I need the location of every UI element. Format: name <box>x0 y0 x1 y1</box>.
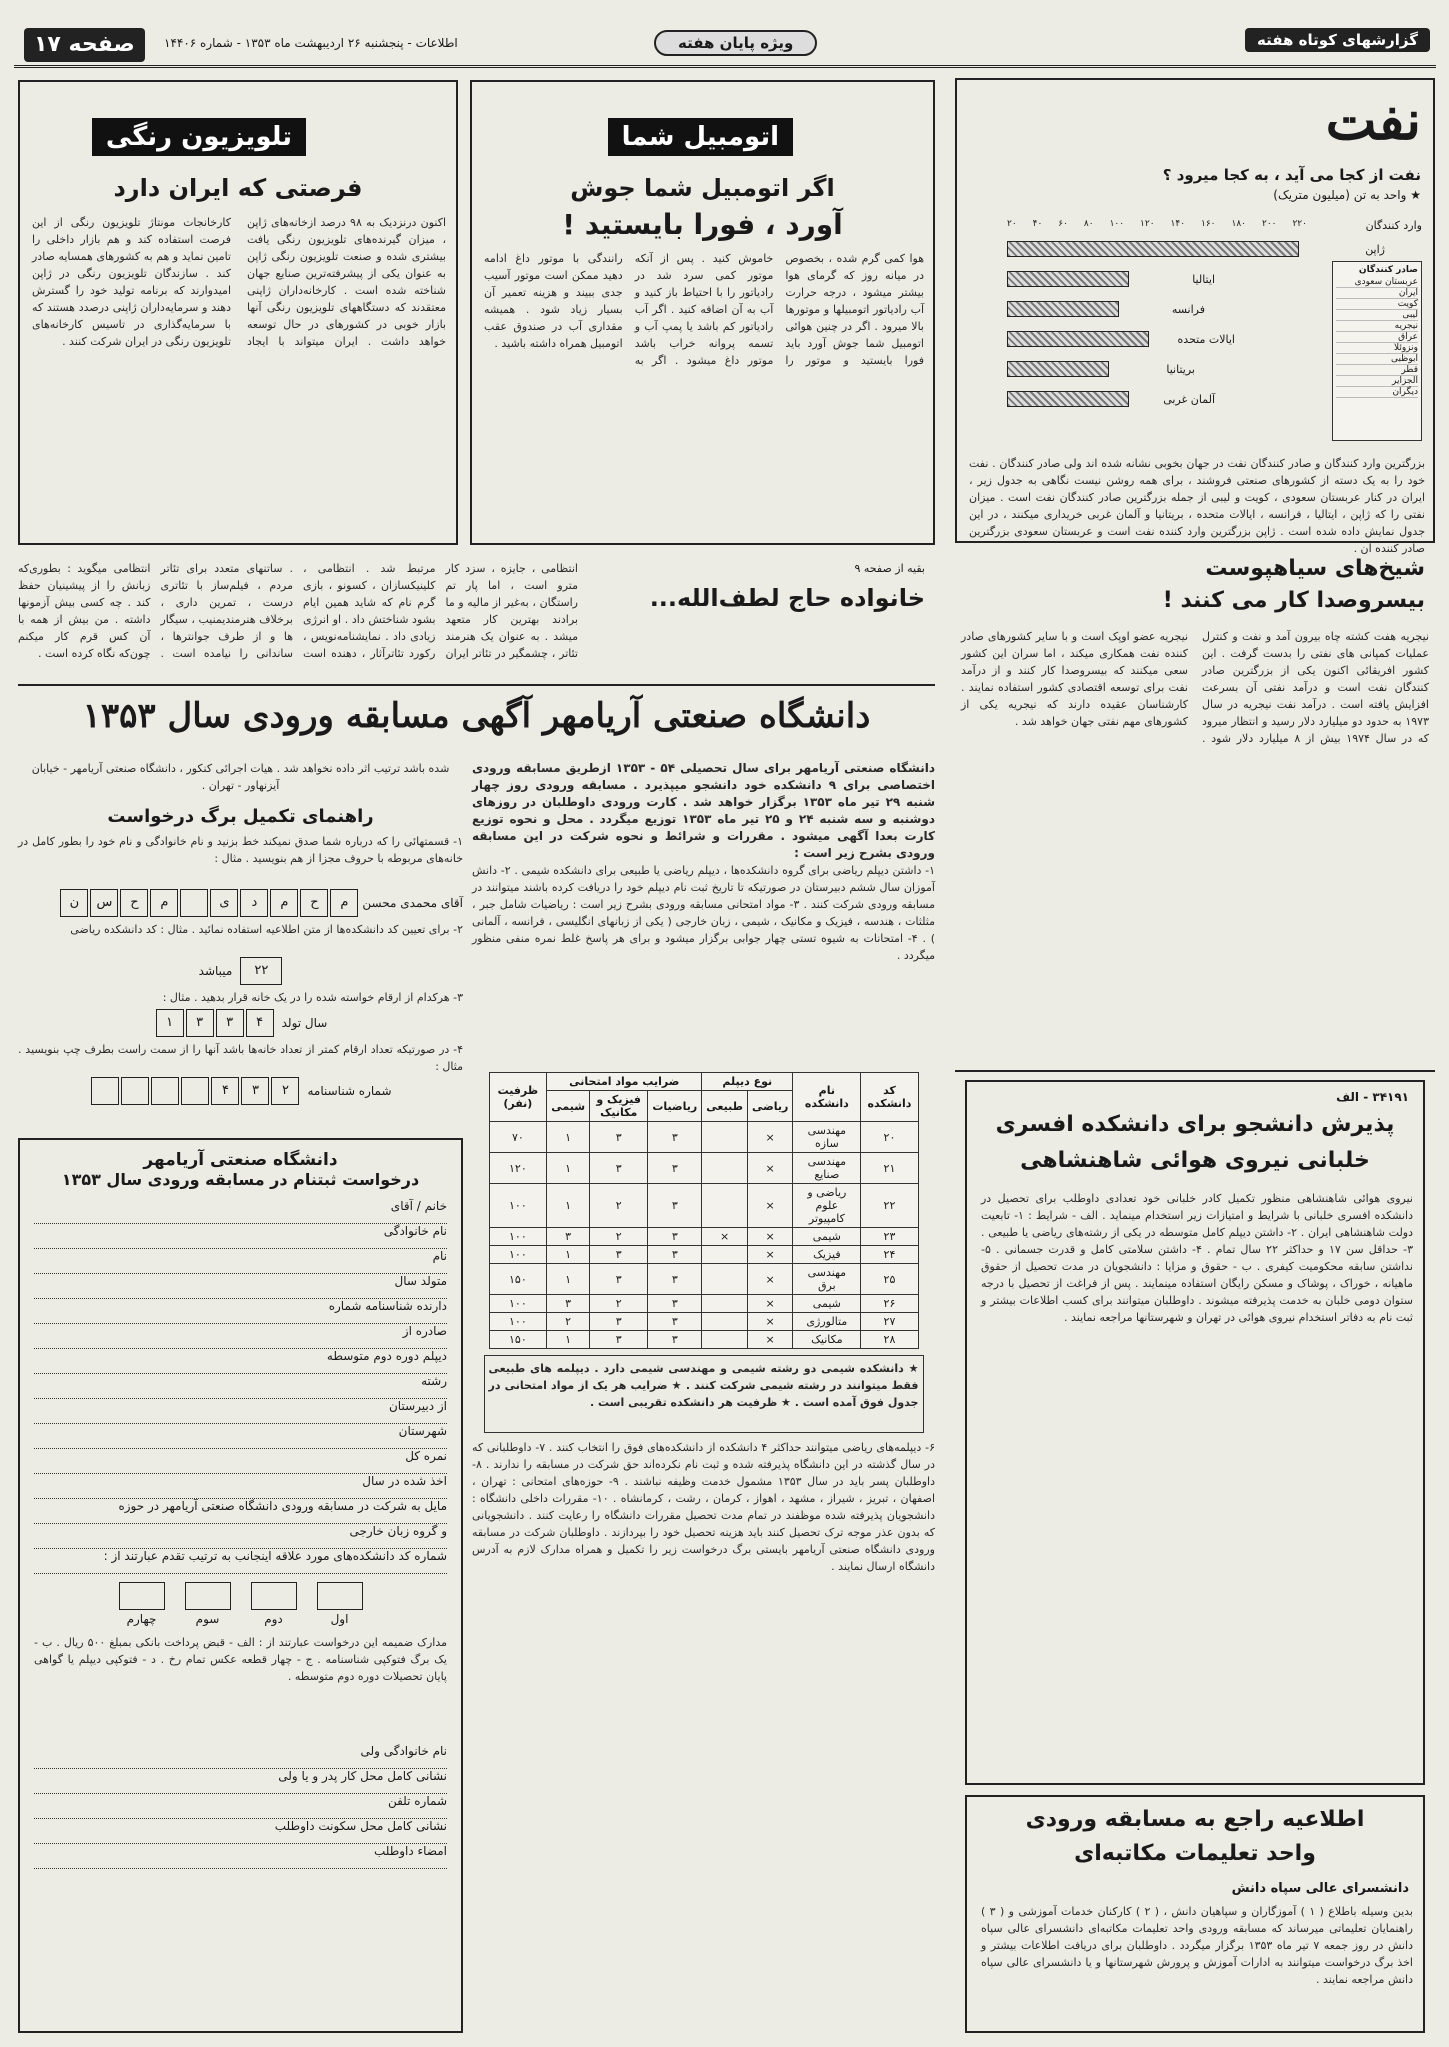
form-field[interactable]: دارنده شناسنامه شماره <box>34 1299 447 1324</box>
exporter-item: دیگران <box>1336 387 1418 398</box>
table-cell-chem: ۱ <box>547 1153 590 1184</box>
table-cell-name: مهندسی برق <box>793 1264 861 1295</box>
id-label: شماره شناسنامه <box>307 1084 392 1098</box>
table-cell-tabiei <box>702 1184 748 1228</box>
car-headline-2: آورد ، فورا بایستید ! <box>562 208 843 241</box>
table-cell-chem: ۱ <box>547 1331 590 1349</box>
table-cell-code: ۲۴ <box>861 1246 918 1264</box>
table-cell-math: ۳ <box>648 1264 702 1295</box>
car-title: اتومبیل شما <box>608 118 793 156</box>
color-tv-headline: فرصتی که ایران دارد <box>113 174 363 202</box>
table-cell-riazi: × <box>747 1331 792 1349</box>
table-cell-cap: ۱۰۰ <box>489 1228 547 1246</box>
table-cell-tabiei <box>702 1313 748 1331</box>
contact-field[interactable]: نام خانوادگی ولی <box>34 1744 447 1769</box>
table-cell-code: ۲۲ <box>861 1184 918 1228</box>
table-row <box>489 1264 918 1295</box>
form-field[interactable]: دیپلم دوره دوم متوسطه <box>34 1349 447 1374</box>
table-cell-riazi: × <box>747 1228 792 1246</box>
table-cell-phys: ۳ <box>590 1122 648 1153</box>
table-cell-math: ۳ <box>648 1313 702 1331</box>
contact-field[interactable]: نشانی کامل محل کار پدر و یا ولی <box>34 1769 447 1794</box>
table-cell-math: ۳ <box>648 1122 702 1153</box>
digit-box: ی <box>210 889 238 917</box>
axis-tick: ۲۰ <box>1007 219 1017 229</box>
contact-field[interactable]: امضاء داوطلب <box>34 1844 447 1869</box>
table-cell-code: ۲۷ <box>861 1313 918 1331</box>
preference-box[interactable] <box>251 1582 297 1610</box>
contact-field[interactable]: شماره تلفن <box>34 1794 447 1819</box>
digit-box: م <box>270 889 298 917</box>
color-tv-badge <box>92 118 306 156</box>
th-diploma: نوع دیپلم <box>702 1073 793 1091</box>
sepah-headline-1: اطلاعیه راجع به مسابقه ورودی <box>1025 1807 1365 1832</box>
chart-bar <box>1007 331 1149 347</box>
th-phys: فیزیک و مکانیک <box>590 1091 648 1122</box>
contact-fields <box>34 1744 447 1869</box>
table-row <box>489 1246 918 1264</box>
table-cell-riazi: × <box>747 1122 792 1153</box>
air-force-article <box>965 1080 1425 1785</box>
chart-bar <box>1007 271 1129 287</box>
oil-chart <box>1007 215 1422 445</box>
table-row <box>489 1313 918 1331</box>
table-cell-tabiei: × <box>702 1228 748 1246</box>
name-boxes <box>58 889 358 917</box>
digit-box: م <box>330 889 358 917</box>
th-capacity: ظرفیت (نفر) <box>489 1073 547 1122</box>
exporter-item: عربستان سعودی <box>1336 277 1418 288</box>
th-name: نام دانشکده <box>793 1073 861 1122</box>
table-cell-riazi: × <box>747 1295 792 1313</box>
preference-slot[interactable] <box>185 1582 231 1626</box>
country-label: بریتانیا <box>1166 362 1195 376</box>
table-body <box>489 1122 918 1349</box>
chart-axis <box>1007 219 1307 233</box>
th-tabiei: طبیعی <box>702 1091 748 1122</box>
table-cell-tabiei <box>702 1153 748 1184</box>
form-field[interactable]: شماره کد دانشکده‌های مورد علاقه اینجانب به ترتیب تقدم عبارتند از : <box>34 1549 447 1574</box>
oil-subtitle: نفت از کجا می آید ، به کجا میرود ؟ <box>1162 166 1421 184</box>
table-cell-tabiei <box>702 1295 748 1313</box>
table-cell-phys: ۲ <box>590 1228 648 1246</box>
air-force-headline-2: خلبانی نیروی هوائی شاهنشاهی <box>1020 1148 1370 1173</box>
form-field[interactable]: نام خانوادگی <box>34 1224 447 1249</box>
digit-box: ن <box>60 889 88 917</box>
exporter-item: لیبی <box>1336 310 1418 321</box>
table-cell-phys: ۳ <box>590 1246 648 1264</box>
form-guide-title: راهنمای تکمیل برگ درخواست <box>107 806 374 827</box>
country-label: ایالات متحده <box>1177 332 1235 346</box>
guide-step-1: ۱- قسمتهائی را که درباره شما صدق نمیکند خط بزنید و نام خانوادگی و نام خود را بطور کامل در خانه‌های مربوطه با حروف مجزا از هم بنویسید . مثال : <box>18 835 463 865</box>
table-cell-name: مهندسی صنایع <box>793 1153 861 1184</box>
table-cell-name: ریاضی و علوم کامپیوتر <box>793 1184 861 1228</box>
table-cell-cap: ۱۰۰ <box>489 1295 547 1313</box>
air-force-number: ۳۴۱۹۱ - الف <box>1336 1090 1409 1104</box>
table-row <box>489 1295 918 1313</box>
preference-box[interactable] <box>119 1582 165 1610</box>
page-header <box>14 28 1436 68</box>
form-field[interactable]: نام <box>34 1249 447 1274</box>
form-field[interactable]: و گروه زبان خارجی <box>34 1524 447 1549</box>
table-cell-code: ۲۱ <box>861 1153 918 1184</box>
table-cell-riazi: × <box>747 1313 792 1331</box>
axis-tick: ۱۸۰ <box>1231 219 1247 229</box>
table-cell-phys: ۲ <box>590 1295 648 1313</box>
car-article <box>470 80 935 545</box>
table-cell-name: مهندسی سازه <box>793 1122 861 1153</box>
table-cell-code: ۲۵ <box>861 1264 918 1295</box>
form-field[interactable]: صادره از <box>34 1324 447 1349</box>
table-cell-cap: ۱۵۰ <box>489 1264 547 1295</box>
guide-example-name: آقای محمدی محسن <box>362 896 463 910</box>
exporters-label: صادر کنندگان <box>1358 265 1418 275</box>
page-number: صفحه ۱۷ <box>24 28 145 62</box>
table-cell-name: فیزیک <box>793 1246 861 1264</box>
exporter-item: قطر <box>1336 365 1418 376</box>
aryamehr-conditions: ۱- داشتن دیپلم ریاضی برای گروه دانشکده‌ها ، دیپلم ریاضی یا طبیعی برای دانشکده شیمی . ۲- دانش آموزان سال ششم دبیرستان در صورتیکه تا تاریخ ثبت نام دیپلم خود را دریافت کرده باشند میتوانند در مسابقه ورودی شرکت کنند . ۳- مواد امتحانی مسابقه ورودی بشرح زیر است : ریاضیات شامل جبر ، مثلثات ، هندسه ، فیزیک و مکانیک ، شیمی ، زبان خارجی ( یکی از زبانهای انگلیسی ، فرانسه ، آلمانی ) . ۴- امتحانات به شیوه تستی چهار جوابی برگزار میشود و برای هر پاسخ غلط نمره منفی منظور میگردد . <box>472 864 935 962</box>
chart-bar <box>1007 241 1299 257</box>
table-cell-tabiei <box>702 1122 748 1153</box>
table-cell-riazi: × <box>747 1246 792 1264</box>
dateline: اطلاعات - پنجشنبه ۲۶ اردیبهشت ماه ۱۳۵۳ - شماره ۱۴۴۰۶ <box>164 36 458 50</box>
form-field[interactable]: اخذ شده در سال <box>34 1474 447 1499</box>
sepah-subhead: دانشسرای عالی سپاه دانش <box>1231 1881 1409 1896</box>
guide-step-2-value: ۲۲ <box>240 957 282 985</box>
table-row <box>489 1331 918 1349</box>
app-form-title-2: درخواست ثبتنام در مسابقه ورودی سال ۱۳۵۳ <box>61 1170 420 1189</box>
table-cell-tabiei <box>702 1264 748 1295</box>
digit-box: س <box>90 889 118 917</box>
birth-label: سال تولد <box>281 1016 328 1030</box>
table-cell-cap: ۱۰۰ <box>489 1246 547 1264</box>
table-cell-chem: ۱ <box>547 1122 590 1153</box>
table-cell-tabiei <box>702 1331 748 1349</box>
country-label: فرانسه <box>1171 302 1205 316</box>
preference-label: دوم <box>264 1612 283 1626</box>
preference-slot[interactable] <box>317 1582 363 1626</box>
oil-title: نفت <box>1325 88 1421 152</box>
table-cell-code: ۲۳ <box>861 1228 918 1246</box>
id-boxes <box>89 1077 299 1105</box>
importers-label: وارد کنندگان <box>1365 219 1422 232</box>
form-field[interactable]: شهرستان <box>34 1424 447 1449</box>
color-tv-title: تلویزیون رنگی <box>92 118 306 156</box>
preference-label: چهارم <box>126 1612 157 1626</box>
table-cell-math: ۳ <box>648 1184 702 1228</box>
guide-birth-example <box>18 1009 463 1037</box>
oil-article <box>955 78 1435 555</box>
table-cell-math: ۳ <box>648 1246 702 1264</box>
car-body: هوا کمی گرم شده ، بخصوص در میانه روز که گرمای هوا بیشتر میشود ، درجه حرارت آب رادیاتور اتومبیلها و موتورها بالا میرود . اگر در چنین هوائی اتومبیل شما جوش آورد باید فورا بایستید و موتور را خاموش کنید . پس از آنکه موتور کمی سرد شد در رادیاتور را با احتیاط باز کنید و آب به آن اضافه کنید . اگر آب رادیاتور کم باشد یا پمپ آب و تسمه پروانه خراب باشد موتور داغ میشود . اگر به رانندگی با موتور داغ ادامه دهید ممکن است موتور آسیب جدی ببیند و هزینه تعمیر آن بسیار زیاد شود . همیشه مقداری آب در صندوق عقب اتومبیل همراه داشته باشید . <box>484 252 924 367</box>
chart-row <box>1007 241 1422 257</box>
guide-step-4: ۴- در صورتیکه تعداد ارقام کمتر از تعداد خانه‌ها باشد آنها را از سمت راست بطرف چپ بنویسید . مثال : <box>18 1043 463 1073</box>
form-field[interactable]: رشته <box>34 1374 447 1399</box>
sepah-body: بدین وسیله باطلاع ( ۱ ) آموزگاران و سپاهیان دانش ، ( ۲ ) کارکنان خدمات آموزشی و ( ۳ ) راهنمایان تعلیماتی میرساند که مسابقه ورودی واحد تعلیمات مکاتبه‌ای دانشسرای عالی سپاه دانش در روز جمعه ۷ تیر ماه ۱۳۵۳ برگزار میگردد . داوطلبان برای دریافت اطلاعات بیشتر و اخذ برگ درخواست میتوانند به ادارات آموزش و پرورش شهرستانها و یا دانشسرای عالی سپاه دانش مراجعه نمایند . <box>981 1905 1413 1986</box>
exporter-item: الجزایر <box>1336 376 1418 387</box>
preference-slot[interactable] <box>119 1582 165 1626</box>
aryamehr-main <box>472 760 935 2030</box>
digit-box: ح <box>300 889 328 917</box>
chart-bar <box>1007 361 1109 377</box>
address-note: شده باشد ترتیب اثر داده نخواهد شد . هیات اجرائی کنکور ، دانشگاه صنعتی آریامهر - خیابان آیزنهاور - تهران . <box>31 762 450 792</box>
digit-box <box>180 889 208 917</box>
chart-bar <box>1007 391 1129 407</box>
digit-box: ۲ <box>271 1077 299 1105</box>
car-badge <box>608 118 793 156</box>
form-field[interactable]: متولد سال <box>34 1274 447 1299</box>
table-cell-name: شیمی <box>793 1295 861 1313</box>
birth-boxes <box>154 1009 274 1037</box>
th-chem: شیمی <box>547 1091 590 1122</box>
color-tv-body: اکنون درنزدیک به ۹۸ درصد ازخانه‌های ژاپن ، میزان گیرنده‌های تلویزیون رنگی یافت بیشتری شده و صنعت تلویزیون رنگی ژاپن به عنوان یکی از پیشرفته‌ترین صنایع جهان شناخته شده است . کارخانه‌داران ژاپنی معتقدند که دستگاههای تلویزیون رنگی آنها بازار خوبی در کشورهای در حال توسعه خواهد داشت . ایران میتواند با ایجاد کارخانجات مونتاژ تلویزیون رنگی از این فرصت استفاده کند و هم بازار داخلی را تامین نماید و هم به کشورهای همسایه صادر کند . سازندگان تلویزیون رنگی در ژاپن امیدوارند که برنامه تولید خود را گسترش دهند و سرمایه‌داران ژاپنی درصدد هستند که با سرمایه‌گذاری در تاسیس کارخانه‌های تلویزیون رنگی در ایران شرکت کنند . <box>32 216 446 348</box>
application-form <box>18 1138 463 2033</box>
haj-family-article <box>18 556 935 686</box>
aryamehr-more: ۶- دیپلمه‌های ریاضی میتوانند حداکثر ۴ دانشکده از دانشکده‌های فوق را انتخاب کنند . ۷- داوطلبانی که در سال گذشته در این دانشگاه پذیرفته شده و ثبت نام نکرده‌اند حق شرکت در مسابقه را ندارند . ۸- داوطلبان پسر باید در سال ۱۳۵۳ مشمول خدمت وظیفه نباشند . ۹- حوزه‌های امتحانی : تهران ، اصفهان ، تبریز ، شیراز ، مشهد ، اهواز ، کرمان ، رشت ، کرمانشاه . ۱۰- مقررات داخلی دانشگاه : دانشجویان پذیرفته شده موظفند در تمام مدت تحصیل مقررات دانشگاه را رعایت کنند . دانشجویانی که بدون عذر موجه ترک تحصیل کنند باید هزینه تحصیل خود را بپردازند . داوطلبان شرکت در مسابقه ورودی دانشگاه صنعتی آریامهر بایستی برگ درخواست زیر را تکمیل و همراه مدارک لازم به آدرس دانشگاه ارسال نمایند . <box>472 1441 935 1573</box>
country-label: آلمان غربی <box>1163 392 1215 406</box>
table-cell-name: متالورژی <box>793 1313 861 1331</box>
table-row <box>489 1184 918 1228</box>
exporter-item: عراق <box>1336 332 1418 343</box>
digit-box <box>91 1077 119 1105</box>
table-cell-chem: ۳ <box>547 1295 590 1313</box>
axis-tick: ۸۰ <box>1083 219 1094 229</box>
exporter-item: ابوظبی <box>1336 354 1418 365</box>
form-field[interactable]: مایل به شرکت در مسابقه ورودی دانشگاه صنعتی آریامهر در حوزه <box>34 1499 447 1524</box>
guide-step-2-suffix: میباشد <box>198 964 233 978</box>
exporter-item: ونزوئلا <box>1336 343 1418 354</box>
axis-tick: ۱۴۰ <box>1170 219 1186 229</box>
table-cell-code: ۲۸ <box>861 1331 918 1349</box>
axis-tick: ۶۰ <box>1058 219 1068 229</box>
table-cell-riazi: × <box>747 1153 792 1184</box>
table-cell-cap: ۷۰ <box>489 1122 547 1153</box>
form-field[interactable]: خانم / آقای <box>34 1199 447 1224</box>
table-row <box>489 1122 918 1153</box>
preference-slot[interactable] <box>251 1582 297 1626</box>
preference-label: اول <box>330 1612 349 1626</box>
country-label: ژاپن <box>1365 242 1385 256</box>
table-cell-cap: ۱۲۰ <box>489 1153 547 1184</box>
guide-step-2: ۲- برای تعیین کد دانشکده‌ها از متن اطلاعیه استفاده نمائید . مثال : کد دانشکده ریاضی <box>70 923 463 936</box>
haj-headline: خانواده حاج لطف‌الله... <box>649 584 925 612</box>
digit-box: ۳ <box>216 1009 244 1037</box>
guide-example-name-row <box>18 889 463 917</box>
digit-box: ۳ <box>186 1009 214 1037</box>
app-form-title-1: دانشگاه صنعتی آریامهر <box>143 1150 338 1170</box>
air-force-headline-1: پذیرش دانشجو برای دانشکده افسری <box>995 1112 1395 1137</box>
table-cell-phys: ۳ <box>590 1331 648 1349</box>
table-cell-math: ۳ <box>648 1153 702 1184</box>
th-math: ریاضیات <box>648 1091 702 1122</box>
sheikhs-body: نیجریه هفت کشته چاه بیرون آمد و نفت و کنترل عملیات کمپانی های نفتی را بدست گرفت . این کشور افریقائی اکنون یکی از بزرگترین صادر کنندگان نفت است و درآمد نفتی آن بسرعت افزایش یافته است . درآمد نفت نیجریه در سال ۱۹۷۳ به حدود دو میلیارد دلار رسید و انتظار میرود که در سال ۱۹۷۴ بیش از ۸ میلیارد دلار شود . نیجریه عضو اوپک است و با سایر کشورهای صادر کننده نفت همکاری میکند ، اما سران این کشور سعی میکنند که بیسروصدا کار کنند و از درآمد نفت برای توسعه اقتصادی کشور استفاده نمایند . کارشناسان عقیده دارند که نیجریه یکی از کشورهای مهم نفتی جهان خواهد شد . <box>961 630 1429 745</box>
air-force-body: نیروی هوائی شاهنشاهی منظور تکمیل کادر خلبانی خود تعدادی داوطلب برای تحصیل در دانشکده افسری خلبانی با شرایط و امتیازات زیر استخدام مینماید . الف - شرایط : ۱- تابعیت دولت شاهنشاهی ایران . ۲- داشتن دیپلم کامل متوسطه در یکی از رشته‌های ریاضی یا طبیعی . ۳- حداقل سن ۱۷ و حداکثر ۲۲ سال تمام . ۴- داشتن سلامتی کامل و قدرت جسمانی . ۵- نداشتن سابقه محکومیت کیفری . ب - حقوق و مزایا : دانشجویان در مدت تحصیل از حقوق ماهیانه ، خوراک ، پوشاک و مسکن رایگان استفاده مینمایند . پس از فراغت از تحصیل با درجه ستوان دومی خلبان به خدمت پذیرفته میشوند . داوطلبان میتوانند برای کسب اطلاعات بیشتر و ثبت نام به دفاتر استخدام نیروی هوائی در تهران و شهرستانها مراجعه نمایند . <box>981 1192 1414 1324</box>
car-headline-1: اگر اتومبیل شما جوش <box>570 174 835 202</box>
form-guide <box>18 760 463 1130</box>
table-row <box>489 1228 918 1246</box>
table-cell-math: ۳ <box>648 1228 702 1246</box>
table-row <box>489 1153 918 1184</box>
guide-id-example <box>18 1077 463 1105</box>
table-cell-chem: ۳ <box>547 1228 590 1246</box>
axis-tick: ۱۲۰ <box>1140 219 1155 229</box>
exporter-item: ایران <box>1336 288 1418 299</box>
table-cell-cap: ۱۵۰ <box>489 1331 547 1349</box>
exporters-list <box>1336 277 1418 398</box>
guide-step-3: ۳- هرکدام از ارقام خواسته شده را در یک خانه قرار بدهید . مثال : <box>162 991 463 1004</box>
digit-box: ۱ <box>156 1009 184 1037</box>
digit-box: ۴ <box>211 1077 239 1105</box>
table-cell-code: ۲۶ <box>861 1295 918 1313</box>
table-cell-chem: ۱ <box>547 1246 590 1264</box>
preference-label: سوم <box>195 1612 220 1626</box>
country-label: ایتالیا <box>1192 272 1215 286</box>
table-notes: ★ دانشکده شیمی دو رشته شیمی و مهندسی شیمی دارد . دیپلمه های طبیعی فقط میتوانند در رشته شیمی شرکت کنند . ★ ضرایب هر یک از مواد امتحانی در جدول فوق آمده است . ★ ظرفیت هر دانشکده تقریبی است . <box>484 1355 924 1433</box>
table-cell-riazi: × <box>747 1264 792 1295</box>
table-cell-chem: ۱ <box>547 1264 590 1295</box>
table-cell-phys: ۳ <box>590 1153 648 1184</box>
preference-box[interactable] <box>317 1582 363 1610</box>
table-cell-chem: ۱ <box>547 1184 590 1228</box>
table-cell-tabiei <box>702 1246 748 1264</box>
aryamehr-intro: دانشگاه صنعتی آریامهر برای سال تحصیلی ۵۴ - ۱۳۵۳ ازطریق مسابقه ورودی اختصاصی برای ۹ دانشکده خود دانشجو میپذیرد . مسابقه ورودی روز چهار شنبه ۲۹ تیر ماه ۱۳۵۳ برگزار خواهد شد . کارت ورودی داوطلبان در روزهای دوشنبه و سه شنبه ۲۴ و ۲۵ تیر ماه ۱۳۵۳ توزیع میگردد . محل و نحوه توزیع کارت بعدا آگهی میشود . مقررات و شرائط و نحوه شرکت در این مسابقه ورودی بشرح زیر است : <box>472 761 936 860</box>
haj-continued: بقیه از صفحه ۹ <box>854 562 925 575</box>
digit-box: ۴ <box>246 1009 274 1037</box>
form-field[interactable]: از دبیرستان <box>34 1399 447 1424</box>
weekend-label: ویژه پایان هفته <box>654 30 817 56</box>
digit-box: م <box>150 889 178 917</box>
aryamehr-headline: دانشگاه صنعتی آریامهر آگهی مسابقه ورودی سال ۱۳۵۳ <box>82 696 871 736</box>
table-cell-phys: ۳ <box>590 1313 648 1331</box>
table-cell-name: مکانیک <box>793 1331 861 1349</box>
app-form-docs: مدارک ضمیمه این درخواست عبارتند از : الف - قبض پرداخت بانکی بمبلغ ۵۰۰ ریال . ب - یک برگ فتوکپی شناسنامه . ج - چهار قطعه عکس تمام رخ . د - فتوکپی دیپلم یا گواهی پایان تحصیلات دوره دوم متوسطه . <box>34 1636 447 1683</box>
axis-tick: ۱۰۰ <box>1109 219 1125 229</box>
table-cell-chem: ۲ <box>547 1313 590 1331</box>
sheikhs-headline-1: شیخ‌های سیاهپوست <box>1205 556 1425 581</box>
table-cell-phys: ۲ <box>590 1184 648 1228</box>
th-code: کد دانشکده <box>861 1073 918 1122</box>
sheikhs-headline-2: بیسروصدا کار می کنند ! <box>1162 588 1425 613</box>
digit-box <box>121 1077 149 1105</box>
table-cell-cap: ۱۰۰ <box>489 1313 547 1331</box>
table-cell-name: شیمی <box>793 1228 861 1246</box>
aryamehr-table <box>489 1072 919 1349</box>
digit-box <box>151 1077 179 1105</box>
exporters-legend <box>1332 261 1422 441</box>
table-cell-riazi: × <box>747 1184 792 1228</box>
color-tv-article <box>18 80 458 545</box>
table-cell-cap: ۱۰۰ <box>489 1184 547 1228</box>
digit-box: ح <box>120 889 148 917</box>
haj-body: انتظامی ، جایزه ، سزد کار مترو است ، اما پار تم راستگان ، به‌غیر از مالیه و ما برادند بهترین کار متعهد میشد . به عنوان یک هنرمند تئاتر ، چشمگیر در تئاتر ایران مرتبط شد . انتظامی ، کلینیکسازان ، کسونو ، بازی گرم‌ نام که شاید همین ایام بشود شناختش داد . او انرژی زیادی داد . نمایشنامه‌نویس ، رکورد تئاترآثار ، دهنده است . ساتنهای متعدد برای تئاتر مردم ، فیلم‌ساز با تئاتری درست ، تمرین داری ، برخلاف هنرمندیمنیب ، سیگار ها و از طرف جوانترها ، ساندانی را نیامده است . انتظامی میگوید : بطوری‌که زبانش را از پیشینیان حفظ کند . چه کسی بیش آزمونها داشته . من بیش از همه با آن کس قرم کار میکنم چون‌که نگاه کرده است . <box>18 562 578 660</box>
sepah-headline-2: واحد تعلیمات مکاتبه‌ای <box>1074 1841 1316 1866</box>
th-riazi: ریاضی <box>747 1091 792 1122</box>
axis-tick: ۱۶۰ <box>1201 219 1216 229</box>
table-cell-code: ۲۰ <box>861 1122 918 1153</box>
chart-bar <box>1007 301 1119 317</box>
contact-field[interactable]: نشانی کامل محل سکونت داوطلب <box>34 1819 447 1844</box>
guide-step-2-example <box>18 957 463 985</box>
table-cell-phys: ۳ <box>590 1264 648 1295</box>
axis-tick: ۲۲۰ <box>1292 219 1307 229</box>
exporter-item: کویت <box>1336 299 1418 310</box>
digit-box: ۳ <box>241 1077 269 1105</box>
digit-box <box>181 1077 209 1105</box>
form-fields <box>34 1199 447 1574</box>
black-sheikhs-article <box>955 552 1435 1072</box>
exporter-item: نیجریه <box>1336 321 1418 332</box>
th-coeff: ضرایب مواد امتحانی <box>547 1073 702 1091</box>
digit-box: د <box>240 889 268 917</box>
preference-box[interactable] <box>185 1582 231 1610</box>
form-field[interactable]: نمره کل <box>34 1449 447 1474</box>
oil-body: بزرگترین وارد کنندگان و صادر کنندگان نفت در جهان بخوبی نشانه شده اند ولی صادر کنندگان . نفت خود را به یک دسته از کشورهای صنعتی فروشند ، برای همه روشن نیست نگاهی به جدول زیر ، ایران در کنار عربستان سعودی ، کویت و لیبی از جمله بزرگترین صادر کنندگان نفت است . میزان نفتی را که ژاپن ، ایتالیا ، فرانسه ، ایالات متحده ، بریتانیا و آلمان غربی خریداری میکنند ، در این جدول نمایش داده شده است . ژاپن بزرگترین وارد کننده نفت است و عربستان سعودی بزرگترین صادر کننده آن . <box>969 457 1425 555</box>
oil-unit: ★ واحد به تن (میلیون متریک) <box>1273 188 1421 202</box>
preference-boxes <box>34 1582 447 1626</box>
axis-tick: ۴۰ <box>1032 219 1043 229</box>
table-cell-math: ۳ <box>648 1295 702 1313</box>
axis-tick: ۲۰۰ <box>1261 219 1277 229</box>
sepah-article <box>965 1795 1425 2033</box>
section-label: گزارشهای کوتاه هفته <box>1245 28 1430 52</box>
table-cell-math: ۳ <box>648 1331 702 1349</box>
